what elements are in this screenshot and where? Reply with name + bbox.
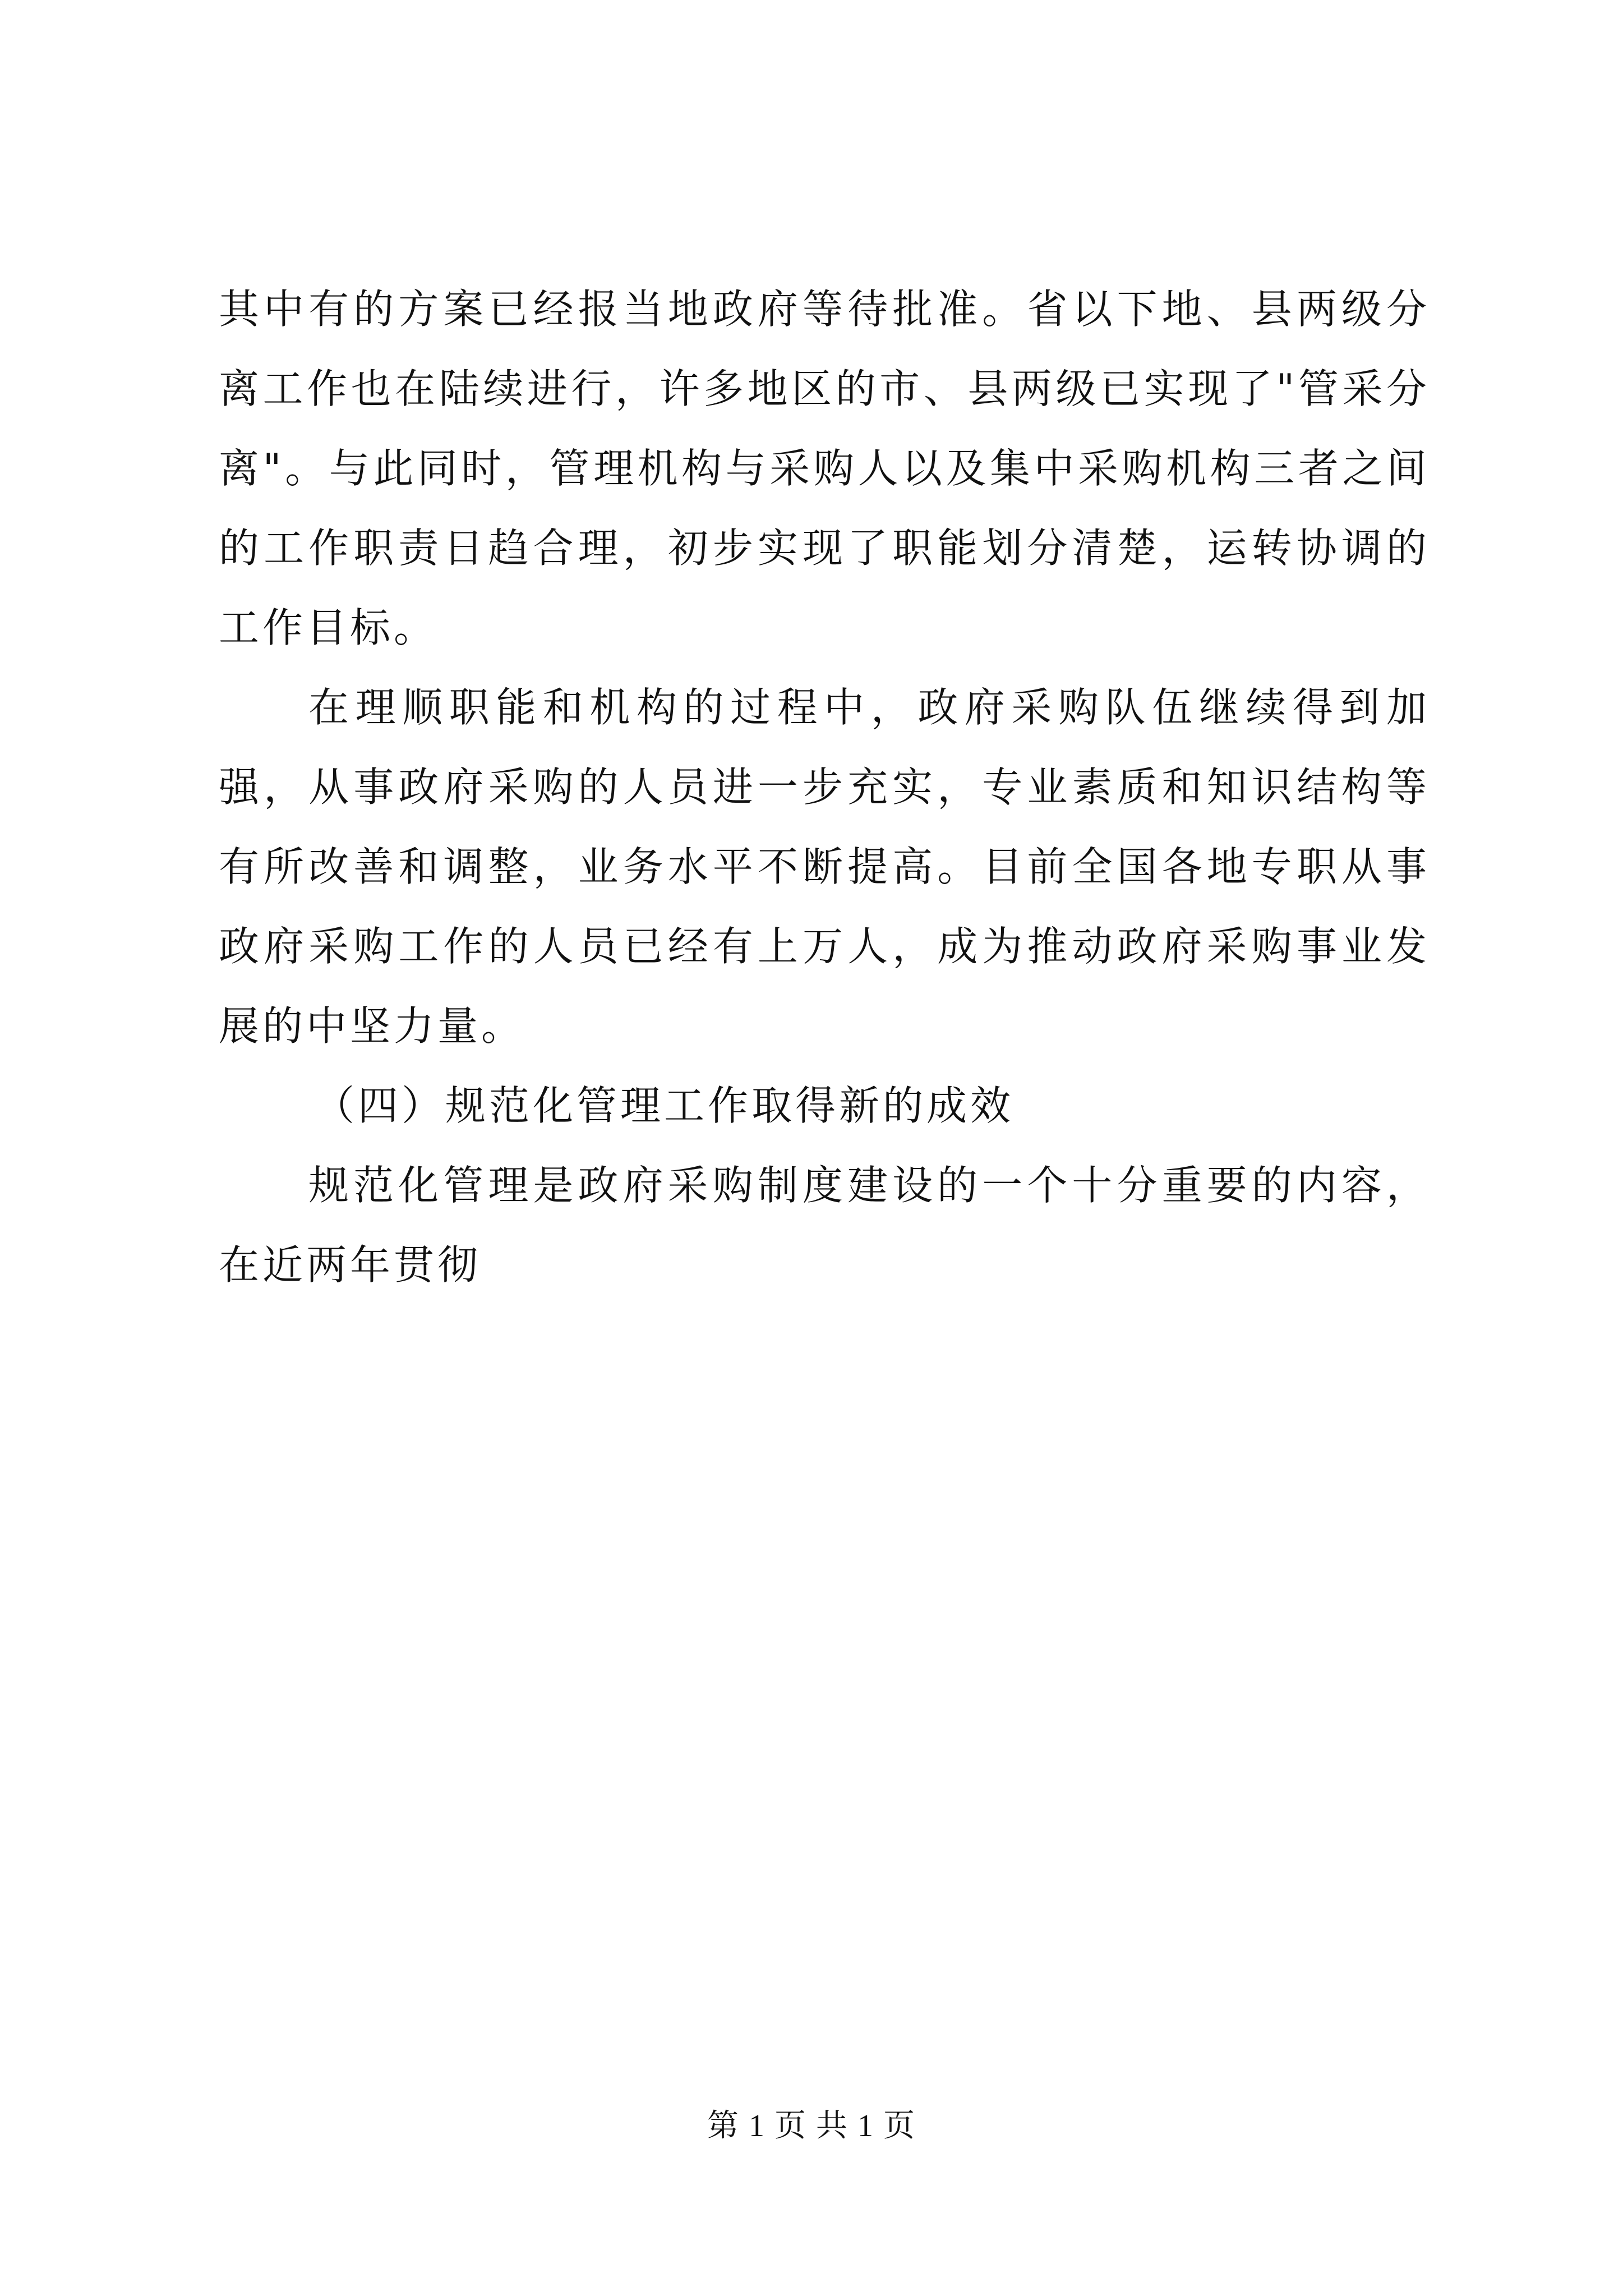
document-body bbox=[219, 269, 1430, 1305]
paragraph-3: 规范化管理是政府采购制度建设的一个十分重要的内容，在近两年贯彻 bbox=[219, 1162, 1430, 1289]
page-footer: 第 1 页 共 1 页 bbox=[707, 2109, 916, 2143]
section-heading: （四）规范化管理工作取得新的成效 bbox=[314, 1082, 1015, 1129]
paragraph-2: 在理顺职能和机构的过程中，政府采购队伍继续得到加强，从事政府采购的人员进一步充实，专业素质和知识结构等有所改善和调整，业务水平不断提高。目前全国各地专职从事政府采购工作的人员已经有上万人，成为推动政府采购事业发展的中坚力量。 bbox=[219, 684, 1430, 1050]
paragraph-1: 其中有的方案已经报当地政府等待批准。省以下地、县两级分离工作也在陆续进行，许多地区的市、县两级已实现了"管采分离"。与此同时，管理机构与采购人以及集中采购机构三者之间的工作职责日趋合理，初步实现了职能划分清楚，运转协调的工作目标。 bbox=[219, 286, 1430, 651]
